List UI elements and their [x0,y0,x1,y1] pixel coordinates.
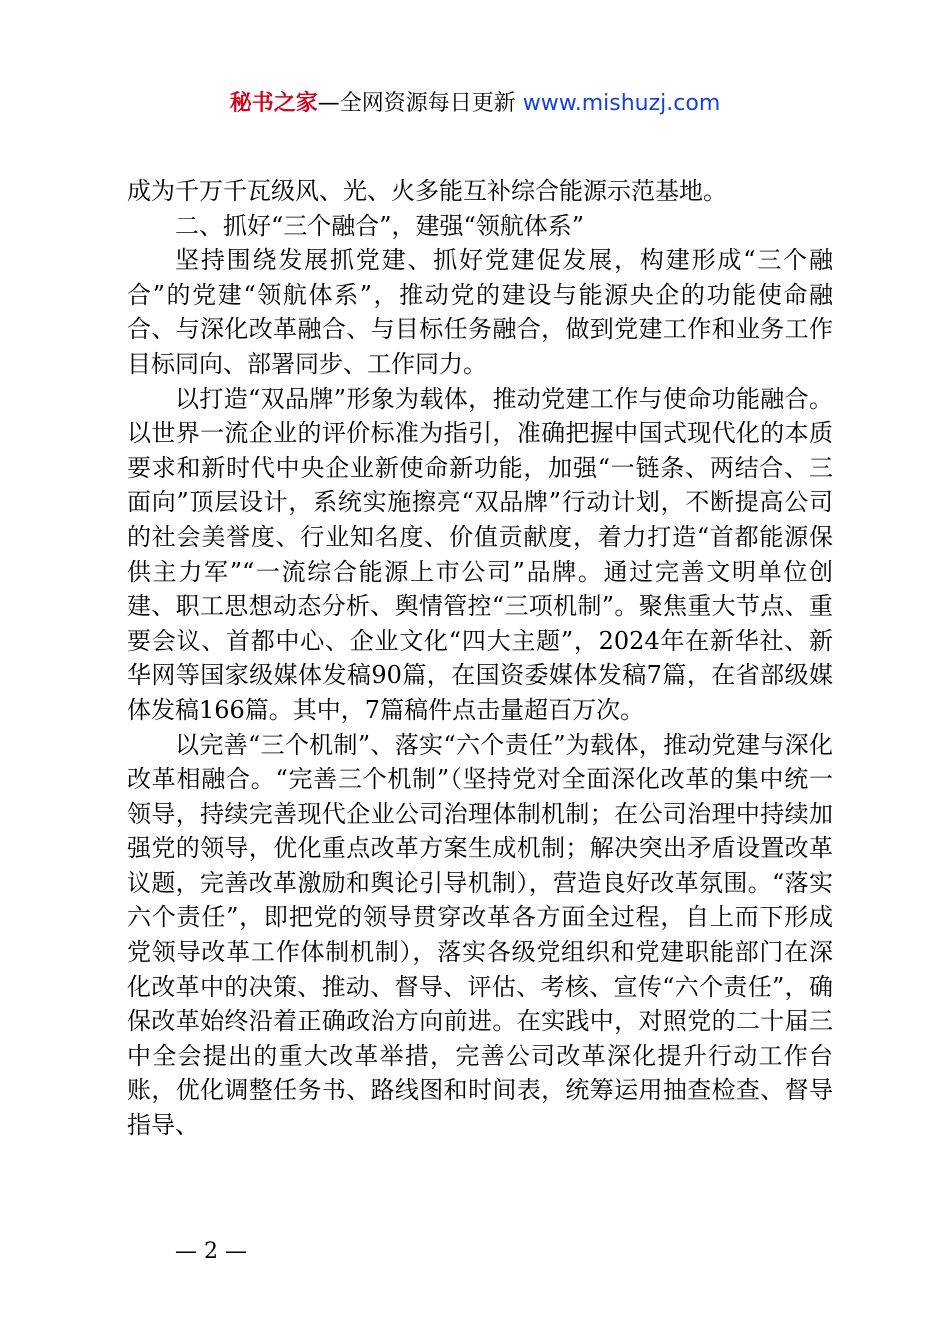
page-number: — 2 — [175,1239,247,1264]
paragraph: 坚持围绕发展抓党建、抓好党建促发展，构建形成“三个融合”的党建“领航体系”，推动党的建设与能源央企的功能使命融合、与深化改革融合、与目标任务融合，做到党建工作和业务工作目标同向、部署同步、工作同力。 [127,246,833,378]
site-brand: 秘书之家 [229,91,318,116]
paragraph: 成为千万千瓦级风、光、火多能互补综合能源示范基地。 [127,177,727,205]
site-header [0,88,950,120]
document-body [127,174,833,1143]
paragraph: 以打造“双品牌”形象为载体，推动党建工作与使命功能融合。以世界一流企业的评价标准为指引，准确把握中国式现代化的本质要求和新时代中央企业新使命新功能，加强“一链条、两结合、三面向”顶层设计，系统实施擦亮“双品牌”行动计划，不断提高公司的社会美誉度、行业知名度、价值贡献度，着力打造“首都能源保供主力军”“一流综合能源上市公司”品牌。通过完善文明单位创建、职工思想动态分析、舆情管控“三项机制”。聚焦重大节点、重要会议、首都中心、企业文化“四大主题”，2024年在新华社、新华网等国家级媒体发稿90篇，在国资委媒体发稿7篇，在省部级媒体发稿166篇。其中，7篇稿件点击量超百万次。 [127,384,833,724]
site-tagline: —全网资源每日更新 [317,91,523,116]
site-url[interactable]: www.mishuzj.com [522,91,721,116]
section-heading: 二、抓好“三个融合”，建强“领航体系” [175,211,585,240]
paragraph: 以完善“三个机制”、落实“六个责任”为载体，推动党建与深化改革相融合。“完善三个机制”（坚持党对全面深化改革的集中统一领导，持续完善现代企业公司治理体制机制；在公司治理中持续加强党的领导，优化重点改革方案生成机制；解决突出矛盾设置改革议题，完善改革激励和舆论引导机制），营造良好改革氛围。“落实六个责任”，即把党的领导贯穿改革各方面全过程，自上而下形成党领导改革工作体制机制），落实各级党组织和党建职能部门在深化改革中的决策、推动、督导、评估、考核、宣传“六个责任”，确保改革始终沿着正确政治方向前进。在实践中，对照党的二十届三中全会提出的重大改革举措，完善公司改革深化提升行动工作台账，优化调整任务书、路线图和时间表，统筹运用抽查检查、督导指导、 [127,730,833,1140]
